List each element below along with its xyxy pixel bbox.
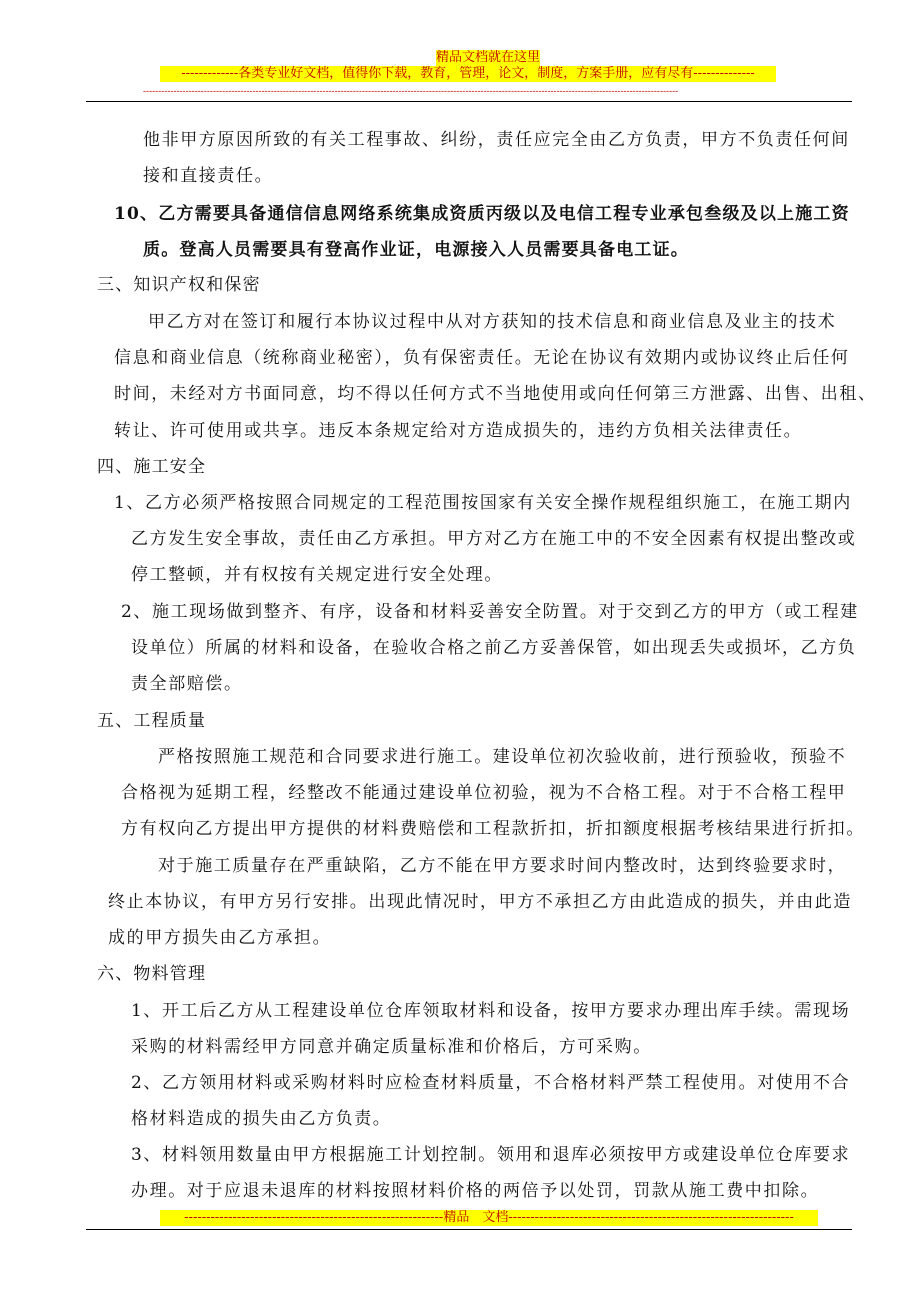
paragraph-line: 转让、许可使用或共享。违反本条规定给对方造成损失的，违约方负相关法律责任。: [114, 421, 803, 441]
paragraph-line: 成的甲方损失由乙方承担。: [108, 928, 332, 948]
paragraph-line: 时间，未经对方书面同意，均不得以任何方式不当地使用或向任何第三方泄露、出售、出租、: [114, 384, 877, 404]
section-heading: 四、施工安全: [97, 457, 207, 477]
paragraph-line: 他非甲方原因所致的有关工程事故、纠纷，责任应完全由乙方负责，甲方不负责任何间: [143, 130, 850, 150]
header-dash-line: --------------------------------------------------------------------------------------------------------------------------------------------------------------------------------: [143, 87, 679, 97]
paragraph-line: 严格按照施工规范和合同要求进行施工。建设单位初次验收前，进行预验收，预验不: [158, 747, 847, 767]
paragraph-line: 终止本协议，有甲方另行安排。出现此情况时，甲方不承担乙方由此造成的损失，并由此造: [108, 892, 852, 912]
paragraph-line: 接和直接责任。: [143, 166, 274, 186]
paragraph-line: 乙方发生安全事故，责任由乙方承担。甲方对乙方在施工中的不安全因素有权提出整改或: [131, 529, 857, 549]
clause-10-line: 10、乙方需要具备通信信息网络系统集成资质丙级以及电信工程专业承包叁级及以上施工资: [114, 204, 850, 224]
section-heading: 六、物料管理: [97, 964, 207, 984]
footer-banner: -----------------------------------------------------------精品 文档-----------------------------------------------------------------: [160, 1210, 818, 1226]
paragraph-line: 合格视为延期工程，经整改不能通过建设单位初验，视为不合格工程。对于不合格工程甲: [121, 783, 847, 803]
paragraph-line: 办理。对于应退未退库的材料按照材料价格的两倍予以处罚，罚款从施工费中扣除。: [131, 1181, 820, 1201]
paragraph-line: 2、施工现场做到整齐、有序，设备和材料妥善安全防置。对于交到乙方的甲方（或工程建: [121, 602, 859, 622]
paragraph-line: 采购的材料需经甲方同意并确定质量标准和价格后，方可采购。: [131, 1037, 652, 1057]
paragraph-line: 3、材料领用数量由甲方根据施工计划控制。领用和退库必须按甲方或建设单位仓库要求: [131, 1145, 851, 1165]
paragraph-line: 信息和商业信息（统称商业秘密），负有保密责任。无论在协议有效期内或协议终止后任何: [114, 348, 850, 368]
header-title: 精品文档就在这里: [436, 50, 541, 65]
paragraph-line: 停工整顿，并有权按有关规定进行安全处理。: [131, 565, 503, 585]
paragraph-line: 方有权向乙方提出甲方提供的材料费赔偿和工程款折扣，折扣额度根据考核结果进行折扣。: [121, 819, 865, 839]
paragraph-line: 对于施工质量存在严重缺陷，乙方不能在甲方要求时间内整改时，达到终验要求时，: [158, 856, 847, 876]
paragraph-line: 设单位）所属的材料和设备，在验收合格之前乙方妥善保管，如出现丢失或损坏，乙方负: [131, 638, 857, 658]
paragraph-line: 2、乙方领用材料或采购材料时应检查材料质量，不合格材料严禁工程使用。对使用不合: [131, 1073, 851, 1093]
section-heading: 五、工程质量: [97, 711, 207, 731]
footer-rule: [86, 1229, 852, 1230]
paragraph-line: 责全部赔偿。: [131, 674, 243, 694]
paragraph-line: 1、开工后乙方从工程建设单位仓库领取材料和设备，按甲方要求办理出库手续。需现场: [131, 1001, 851, 1021]
header-rule: [86, 101, 852, 102]
clause-10-line: 质。登高人员需要具有登高作业证，电源接入人员需要具备电工证。: [143, 240, 689, 260]
paragraph-line: 格材料造成的损失由乙方负责。: [131, 1109, 392, 1129]
header-tagline: -------------各类专业好文档，值得你下载，教育，管理，论文，制度，方案手册，应有尽有--------------: [160, 66, 776, 82]
section-heading: 三、知识产权和保密: [97, 275, 261, 295]
paragraph-line: 1、乙方必须严格按照合同规定的工程范围按国家有关安全操作规程组织施工，在施工期内: [114, 493, 852, 513]
paragraph-line: 甲乙方对在签订和履行本协议过程中从对方获知的技术信息和商业信息及业主的技术: [148, 312, 837, 332]
